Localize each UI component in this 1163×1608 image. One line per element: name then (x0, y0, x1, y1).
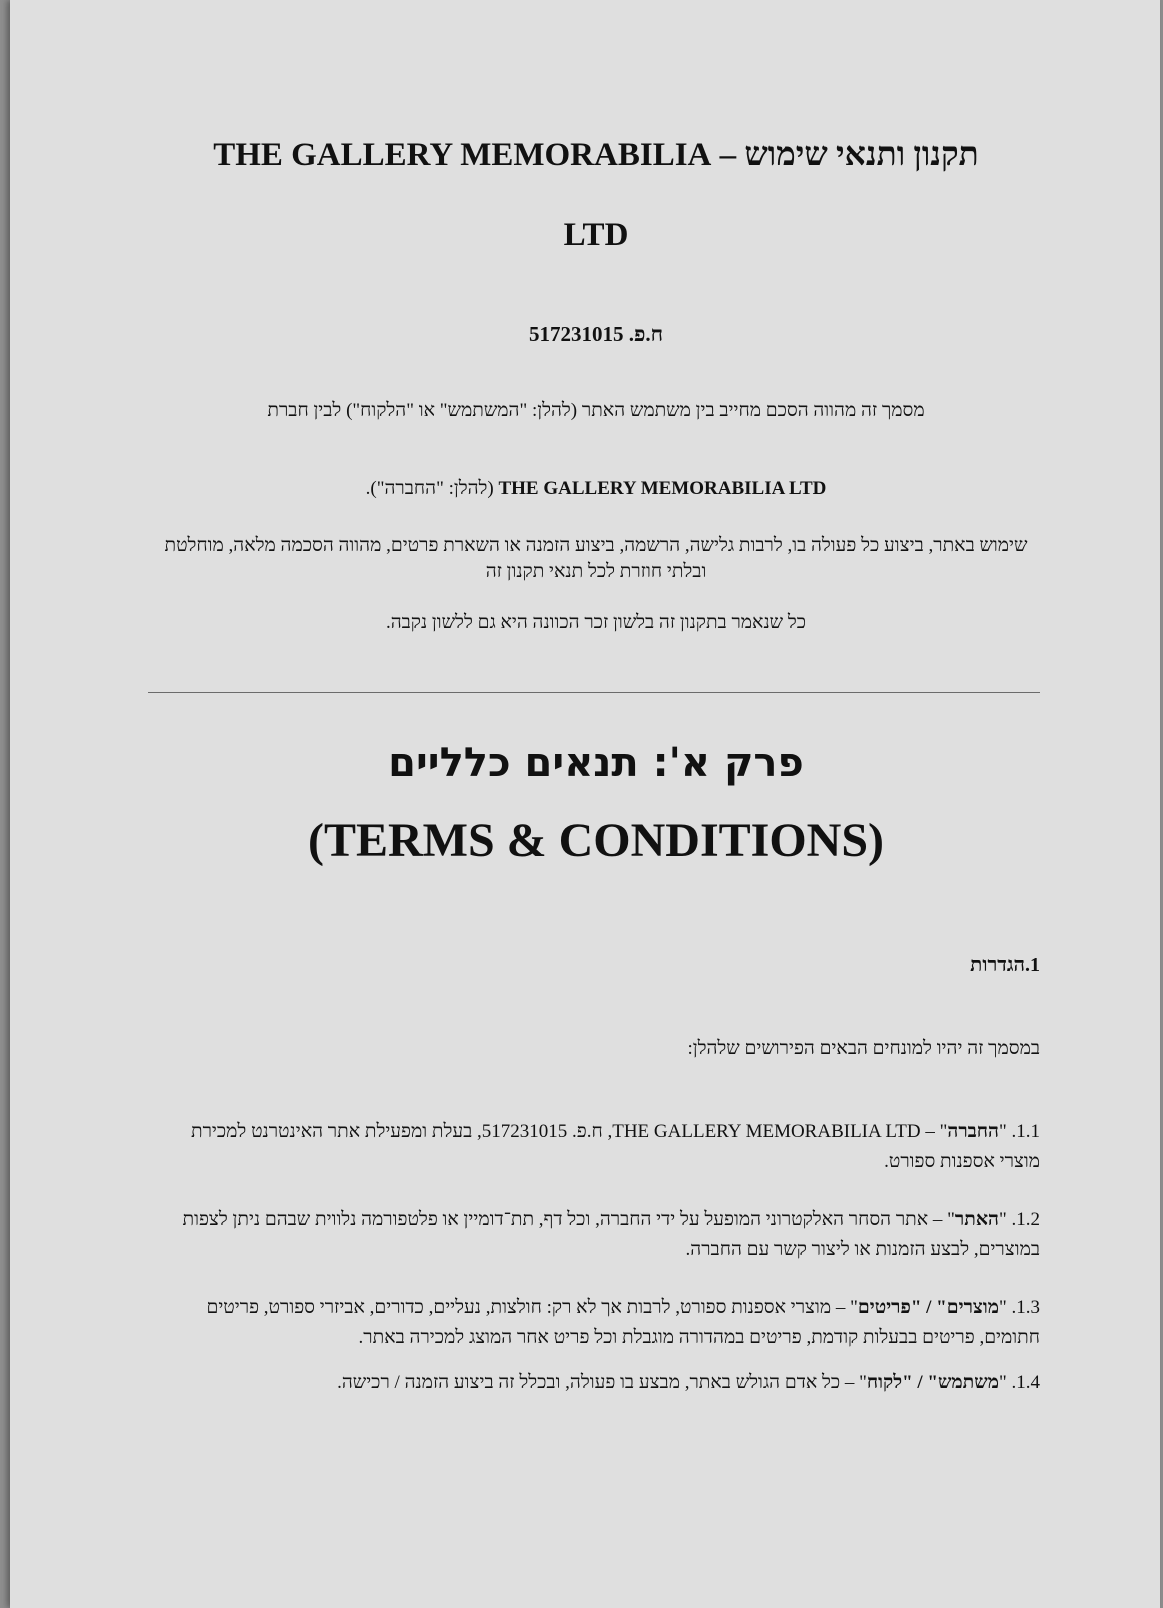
definition-term: משתמש" / "לקוח (866, 1372, 999, 1393)
definition-number: 1.2. " (998, 1209, 1040, 1230)
definition-item (160, 1205, 1040, 1265)
section-1-intro: במסמך זה יהיו למונחים הבאים הפירושים שלהלן: (687, 1038, 1040, 1059)
intro-company-suffix: (להלן: "החברה"). (365, 478, 494, 499)
definition-number: 1.1. " (998, 1121, 1040, 1142)
definition-text: " – כל אדם הגולש באתר, מבצע בו פעולה, ובכלל זה ביצוע הזמנה / רכישה. (337, 1372, 867, 1393)
document-title-line-1: תקנון ותנאי שימוש – THE GALLERY MEMORABILIA (213, 137, 979, 173)
document-page (10, 0, 1160, 1608)
intro-company-name: THE GALLERY MEMORABILIA LTD (498, 478, 827, 499)
usage-paragraph: שימוש באתר, ביצוע כל פעולה בו, לרבות גלישה, הרשמה, ביצוע הזמנה או השארת פרטים, מהווה הסכמה מלאה, מוחלטת ובלתי חוזרת לכל תנאי תקנון זה (164, 535, 1028, 582)
gender-note: כל שנאמר בתקנון זה בלשון זכר הכוונה היא גם ללשון נקבה. (385, 612, 807, 633)
chapter-title-english: (TERMS & CONDITIONS) (307, 814, 885, 867)
document-title-line-2: LTD (563, 217, 629, 253)
definition-term: מוצרים" / "פריטים (857, 1297, 999, 1318)
definition-text: " – מוצרי אספנות ספורט, לרבות אך לא רק: חולצות, נעליים, כדורים, אביזרי ספורט, פריטים חתומים, פריטים בבעלות קודמת, פריטים במהדורה מוגבלת וכל פריט אחר המוצג למכירה באתר. (206, 1297, 1040, 1348)
chapter-title-hebrew: פרק א': תנאים כלליים (388, 740, 804, 786)
definition-term: האתר (954, 1209, 999, 1230)
intro-company-line (150, 476, 1042, 502)
definition-text: " – אתר הסחר האלקטרוני המופעל על ידי החברה, וכל דף, תת־דומיין או פלטפורמה נלווית שבהם ניתן לצפות במוצרים, לבצע הזמנות או ליצור קשר עם החברה. (182, 1209, 1040, 1260)
intro-line: מסמך זה מהווה הסכם מחייב בין משתמש האתר (להלן: "המשתמש" או "הלקוח") לבין חברת (267, 400, 925, 421)
section-1-heading: 1.הגדרות (970, 954, 1040, 976)
definition-item (160, 1293, 1040, 1353)
definition-text: " – THE GALLERY MEMORABILIA LTD, ח.פ. 517231015, בעלת ומפעילת אתר האינטרנט למכירת מוצרי אספנות ספורט. (190, 1121, 1040, 1172)
definition-item (160, 1117, 1040, 1177)
definition-number: 1.3. " (998, 1297, 1040, 1318)
definition-number: 1.4. " (998, 1372, 1040, 1393)
company-number: ח.פ. 517231015 (528, 322, 664, 346)
definition-term: החברה (947, 1121, 999, 1142)
definition-item (160, 1368, 1040, 1398)
section-divider (148, 692, 1040, 693)
